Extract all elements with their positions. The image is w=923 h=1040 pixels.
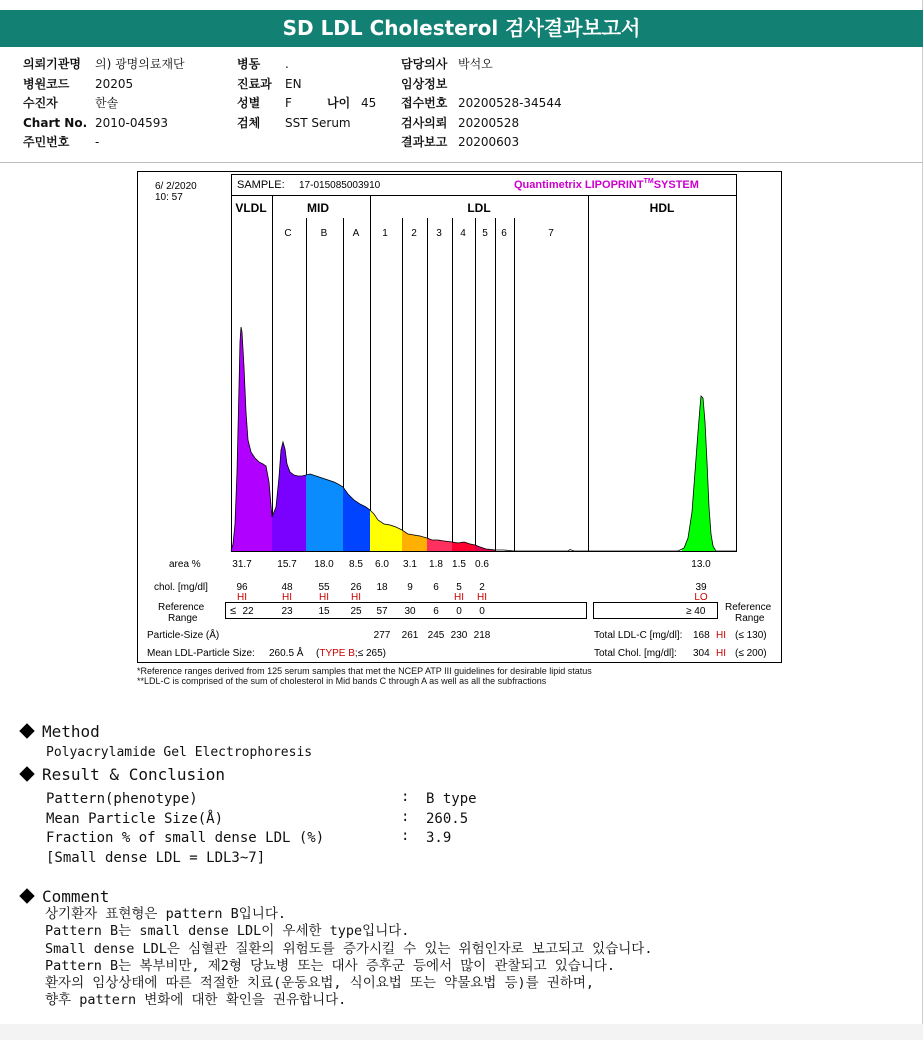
flag-value: HI bbox=[477, 592, 487, 603]
area-value: 0.6 bbox=[475, 559, 489, 570]
band-label-c: C bbox=[284, 228, 292, 239]
comment-line: 향후 pattern 변화에 대한 확인을 권유합니다. bbox=[45, 992, 347, 1009]
result-colon-pattern: : bbox=[401, 789, 410, 805]
report-time: 10: 57 bbox=[155, 192, 183, 203]
chol-value: 26 bbox=[350, 582, 362, 593]
area-value: 15.7 bbox=[277, 559, 297, 570]
peak-mid-a bbox=[343, 487, 370, 551]
chol-value: 55 bbox=[318, 582, 330, 593]
info-column-3 bbox=[401, 55, 562, 153]
result-value-fraction: 3.9 bbox=[426, 830, 452, 846]
total-ldl-value: 168 bbox=[693, 630, 710, 641]
ref-value: 57 bbox=[376, 606, 388, 617]
result-label-pattern: Pattern(phenotype) bbox=[46, 791, 198, 807]
chol-label: chol. [mg/dl] bbox=[154, 582, 208, 593]
label-report-date: 결과보고 bbox=[401, 135, 448, 149]
footnote-2: **LDL-C is comprised of the sum of cholesterol in Mid bands C through A as well as all the subfractions bbox=[137, 676, 547, 686]
comment-line: Small dense LDL은 심혈관 질환의 위험도를 증가시킬 수 있는 위험인자로 보고되고 있습니다. bbox=[45, 940, 653, 957]
result-label-fraction: Fraction % of small dense LDL (%) bbox=[46, 830, 325, 846]
label-clinical-info: 임상정보 bbox=[401, 76, 448, 91]
area-value: 1.8 bbox=[429, 559, 443, 570]
area-value: 1.5 bbox=[452, 559, 466, 570]
mean-size-type: (TYPE B;≤ 265) bbox=[316, 648, 386, 659]
flag-value: HI bbox=[319, 592, 329, 603]
ref-value: 23 bbox=[281, 606, 293, 617]
ref-label-right-1: Reference bbox=[725, 602, 772, 613]
band-label-1: 1 bbox=[382, 228, 388, 239]
report-footnotes bbox=[137, 666, 592, 686]
total-chol-flag: HI bbox=[716, 648, 726, 659]
flag-value: HI bbox=[282, 592, 292, 603]
info-column-2 bbox=[237, 55, 376, 133]
comment-body bbox=[45, 906, 652, 1010]
lipoprint-chart bbox=[138, 172, 782, 663]
label-resident-no: 주민번호 bbox=[23, 135, 70, 149]
label-age: 나이 bbox=[327, 96, 351, 110]
value-age: 45 bbox=[361, 96, 377, 110]
label-request-date: 검사의뢰 bbox=[401, 115, 448, 130]
label-hospital-code: 병원코드 bbox=[23, 76, 70, 91]
band-label-6: 6 bbox=[501, 228, 507, 239]
group-label-hdl: HDL bbox=[649, 201, 675, 215]
result-colon-fraction: : bbox=[401, 828, 410, 844]
comment-line: Pattern B는 복부비만, 제2형 당뇨병 또는 대사 증후군 등에서 많이 관찰되고 있습니다. bbox=[45, 957, 616, 974]
ref-value: 25 bbox=[350, 606, 362, 617]
diamond-bullet-icon bbox=[19, 888, 34, 903]
value-specimen: SST Serum bbox=[285, 115, 351, 130]
flag-value: HI bbox=[237, 592, 247, 603]
area-label: area % bbox=[169, 559, 201, 570]
result-value-size: 260.5 bbox=[426, 811, 469, 827]
comment-heading: Comment bbox=[20, 887, 109, 906]
comment-line: 상기환자 표현형은 pattern B입니다. bbox=[45, 906, 286, 922]
value-department: EN bbox=[285, 76, 302, 91]
mean-size-label: Mean LDL-Particle Size: bbox=[147, 648, 255, 659]
page-title: SD LDL Cholesterol 검사결과보고서 bbox=[0, 10, 923, 47]
chol-value: 39 bbox=[695, 582, 707, 593]
particle-size-value: 218 bbox=[473, 630, 491, 641]
peak-ldl1 bbox=[370, 510, 402, 551]
group-label-ldl: LDL bbox=[467, 201, 491, 215]
value-request-date: 20200528 bbox=[458, 115, 520, 130]
area-value: 6.0 bbox=[375, 559, 389, 570]
ref-value: 6 bbox=[433, 606, 439, 617]
chol-value: 48 bbox=[281, 582, 293, 593]
result-note: [Small dense LDL = LDL3~7] bbox=[46, 850, 266, 866]
hdl-ref-value: ≥ 40 bbox=[686, 606, 706, 617]
area-value: 3.1 bbox=[403, 559, 417, 570]
label-specimen: 검체 bbox=[237, 115, 261, 130]
band-label-2: 2 bbox=[411, 228, 417, 239]
ref-value: 22 bbox=[242, 606, 254, 617]
comment-line: 환자의 임상상태에 따른 적절한 치료(운동요법, 식이요법 또는 약물요법 등)를 권하며, bbox=[45, 975, 595, 992]
peak-hdl bbox=[682, 396, 715, 551]
chol-value: 6 bbox=[433, 582, 439, 593]
group-label-mid: MID bbox=[307, 201, 329, 215]
chol-value: 18 bbox=[376, 582, 388, 593]
band-label-b: B bbox=[320, 228, 328, 239]
total-ldl-ref: (≤ 130) bbox=[735, 630, 767, 641]
system-name: Quantimetrix LIPOPRINT™SYSTEM bbox=[514, 178, 699, 191]
value-requesting-institution: 의) 광명의료재단 bbox=[95, 57, 185, 71]
area-value: 31.7 bbox=[232, 559, 252, 570]
total-ldl-label: Total LDL-C [mg/dl]: bbox=[594, 630, 683, 641]
value-receipt-no: 20200528-34544 bbox=[458, 96, 562, 110]
total-ldl-flag: HI bbox=[716, 630, 726, 641]
report-date: 6/ 2/2020 bbox=[155, 181, 197, 192]
group-label-vldl: VLDL bbox=[235, 201, 267, 215]
diamond-bullet-icon bbox=[19, 723, 34, 738]
ref-value: 0 bbox=[479, 606, 485, 617]
value-hospital-code: 20205 bbox=[95, 76, 134, 91]
ref-label-right-2: Range bbox=[735, 613, 765, 624]
lipoprint-report bbox=[137, 171, 782, 663]
ref-label-2: Range bbox=[168, 613, 198, 624]
result-heading: Result & Conclusion bbox=[20, 765, 225, 784]
peak-mid-b bbox=[306, 474, 343, 551]
footnote-1: *Reference ranges derived from 125 serum samples that met the NCEP ATP III guidelines for desirable lipid status bbox=[137, 666, 592, 676]
band-label-3: 3 bbox=[436, 228, 442, 239]
label-ward: 병동 bbox=[237, 57, 261, 71]
band-label-4: 4 bbox=[460, 228, 466, 239]
value-physician: 박석오 bbox=[458, 57, 493, 71]
peak-vldl bbox=[231, 327, 272, 551]
band-label-5: 5 bbox=[482, 228, 488, 239]
label-receipt-no: 접수번호 bbox=[401, 96, 448, 110]
label-patient-name: 수진자 bbox=[23, 96, 58, 110]
result-colon-size: : bbox=[401, 809, 410, 825]
ref-value: 0 bbox=[456, 606, 462, 617]
label-sex: 성별 bbox=[237, 96, 261, 110]
chol-value: 2 bbox=[479, 582, 485, 593]
area-value: 13.0 bbox=[691, 559, 711, 570]
value-chart-no: 2010-04593 bbox=[95, 115, 169, 130]
particle-size-value: 230 bbox=[450, 630, 468, 641]
ref-value: 30 bbox=[404, 606, 416, 617]
value-ward: . bbox=[285, 57, 289, 71]
label-requesting-institution: 의뢰기관명 bbox=[23, 57, 81, 71]
particle-size-value: 245 bbox=[427, 630, 445, 641]
flag-value: HI bbox=[351, 592, 361, 603]
value-report-date: 20200603 bbox=[458, 135, 520, 149]
value-patient-name: 한솔 bbox=[95, 96, 119, 110]
peak-ldl4 bbox=[452, 542, 475, 551]
label-physician: 담당의사 bbox=[401, 57, 448, 71]
mean-size-value: 260.5 Å bbox=[269, 648, 304, 659]
peak-ldl2 bbox=[402, 530, 427, 551]
result-label-size: Mean Particle Size(Å) bbox=[46, 811, 224, 827]
particle-size-value: 261 bbox=[401, 630, 419, 641]
value-resident-no: - bbox=[95, 135, 100, 149]
label-chart-no: Chart No. bbox=[23, 115, 88, 130]
method-heading: Method bbox=[20, 722, 100, 741]
header-divider bbox=[0, 162, 923, 163]
label-department: 진료과 bbox=[237, 76, 272, 91]
total-chol-value: 304 bbox=[693, 648, 710, 659]
sample-id: 17-015085003910 bbox=[299, 180, 381, 191]
total-chol-ref: (≤ 200) bbox=[735, 648, 767, 659]
ref-value: 15 bbox=[318, 606, 330, 617]
chol-value: 5 bbox=[456, 582, 462, 593]
chol-value: 9 bbox=[407, 582, 413, 593]
area-value: 18.0 bbox=[314, 559, 334, 570]
value-sex: F bbox=[285, 96, 292, 110]
band-label-7: 7 bbox=[548, 228, 554, 239]
info-column-1 bbox=[23, 55, 185, 153]
area-value: 8.5 bbox=[349, 559, 363, 570]
chol-value: 96 bbox=[236, 582, 248, 593]
particle-size-value: 277 bbox=[373, 630, 391, 641]
comment-line: Pattern B는 small dense LDL이 우세한 type입니다. bbox=[45, 923, 410, 940]
ref-label-1: Reference bbox=[158, 602, 205, 613]
band-label-a: A bbox=[352, 228, 360, 239]
flag-value: HI bbox=[454, 592, 464, 603]
diamond-bullet-icon bbox=[19, 766, 34, 781]
method-text: Polyacrylamide Gel Electrophoresis bbox=[46, 745, 313, 760]
flag-value: LO bbox=[694, 592, 708, 603]
sample-label: SAMPLE: bbox=[237, 179, 285, 191]
result-value-pattern: B type bbox=[426, 791, 477, 807]
ref-le-icon: ≤ bbox=[230, 605, 237, 617]
total-chol-label: Total Chol. [mg/dl]: bbox=[594, 648, 677, 659]
particle-size-label: Particle-Size (Å) bbox=[147, 630, 220, 641]
